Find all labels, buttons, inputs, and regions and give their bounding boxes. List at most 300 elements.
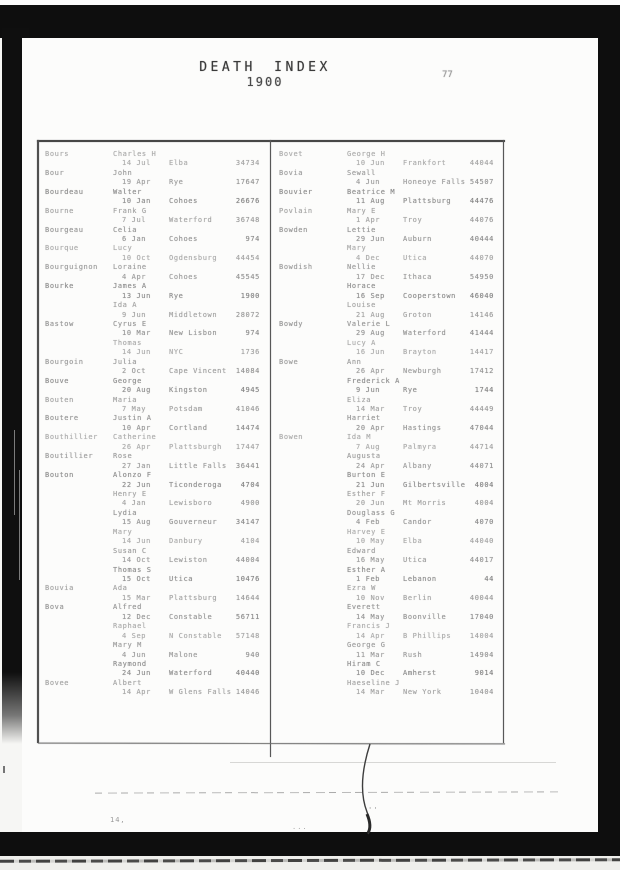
entry-row — [42, 433, 266, 452]
place-cell: Rye — [169, 178, 184, 187]
surname-cell: Bovet — [279, 150, 304, 158]
given-name-cell: Frederick A — [347, 376, 400, 385]
entry-row — [276, 660, 500, 679]
cert-number-cell: 14146 — [469, 310, 494, 319]
place-cell: Middletown — [169, 310, 218, 319]
entry-row — [276, 207, 500, 226]
cert-number-cell: 28072 — [235, 310, 260, 319]
given-name-cell: Rose — [113, 452, 133, 461]
given-name-cell: Horace — [347, 282, 376, 291]
death-date-cell: 10 Jun — [356, 159, 385, 168]
page-number: 77 — [442, 70, 453, 80]
entry-row — [276, 471, 500, 490]
place-cell: NYC — [169, 348, 184, 357]
given-name-cell: Lydia — [113, 508, 138, 517]
death-date-cell: 26 Apr — [122, 442, 151, 451]
surname-cell: Bowden — [279, 225, 308, 234]
cert-number-cell: 9014 — [474, 669, 494, 678]
given-name-cell: Lucy — [113, 244, 133, 253]
cert-number-cell: 10404 — [469, 688, 494, 697]
entry-row — [276, 358, 500, 377]
death-date-cell: 21 Aug — [356, 310, 385, 319]
place-cell: Plattsburgh — [169, 442, 222, 451]
given-name-cell: Augusta — [347, 452, 381, 461]
death-date-cell: 6 Jan — [122, 234, 147, 243]
cert-number-cell: 54950 — [469, 272, 494, 281]
cert-number-cell: 940 — [245, 650, 260, 659]
surname-cell: Bowdish — [279, 263, 313, 272]
entry-row — [276, 396, 500, 415]
death-date-cell: 20 Apr — [356, 423, 385, 432]
given-name-cell: Ezra W — [347, 584, 376, 593]
entry-row — [42, 188, 266, 207]
death-date-cell: 15 Mar — [122, 593, 151, 602]
death-date-cell: 10 Jan — [122, 197, 151, 206]
given-name-cell: Mary — [347, 244, 367, 253]
place-cell: Cooperstown — [403, 291, 456, 300]
death-date-cell: 24 Apr — [356, 461, 385, 470]
place-cell: Cohoes — [169, 272, 198, 281]
given-name-cell: Nellie — [347, 263, 376, 272]
death-date-cell: 14 Mar — [356, 688, 385, 697]
death-date-cell: 4 Jan — [122, 499, 147, 508]
surname-cell: Bourguignon — [45, 263, 98, 272]
entry-row — [276, 641, 500, 660]
place-cell: Lewisboro — [169, 499, 213, 508]
death-date-cell: 21 Jun — [356, 480, 385, 489]
death-date-cell: 14 Oct — [122, 556, 151, 565]
entry-row — [42, 641, 266, 660]
entry-row — [276, 584, 500, 603]
place-cell: New York — [403, 688, 442, 697]
scratch-line — [230, 762, 556, 763]
death-date-cell: 14 Jun — [122, 348, 151, 357]
cert-number-cell: 44071 — [469, 461, 494, 470]
entry-row — [42, 414, 266, 433]
surname-cell: Bouton — [45, 471, 74, 480]
given-name-cell: George G — [347, 641, 386, 650]
death-date-cell: 16 Sep — [356, 291, 385, 300]
surname-cell: Bova — [45, 603, 65, 612]
place-cell: Plattsburg — [169, 593, 218, 602]
given-name-cell: Susan C — [113, 546, 147, 555]
place-cell: W Glens Falls — [169, 688, 232, 697]
entry-row — [42, 584, 266, 603]
place-cell: Albany — [403, 461, 432, 470]
entry-row — [42, 207, 266, 226]
place-cell: Cohoes — [169, 234, 198, 243]
place-cell: Waterford — [403, 329, 447, 338]
stray-mark: '' — [368, 806, 379, 814]
death-date-cell: 14 Apr — [356, 631, 385, 640]
given-name-cell: Everett — [347, 603, 381, 612]
given-name-cell: Alonzo F — [113, 471, 152, 480]
entry-row — [42, 226, 266, 245]
entry-row — [276, 320, 500, 339]
given-name-cell: Albert — [113, 678, 142, 687]
entry-row — [42, 622, 266, 641]
cert-number-cell: 36748 — [235, 216, 260, 225]
place-cell: Ticonderoga — [169, 480, 222, 489]
surname-cell: Bourdeau — [45, 187, 84, 196]
death-date-cell: 10 Dec — [356, 669, 385, 678]
given-name-cell: Julia — [113, 357, 138, 366]
cert-number-cell: 14904 — [469, 650, 494, 659]
given-name-cell: Frank G — [113, 206, 147, 215]
surname-cell: Bouten — [45, 395, 74, 404]
given-name-cell: Loraine — [113, 263, 147, 272]
death-date-cell: 9 Jun — [356, 386, 381, 395]
entry-row — [42, 320, 266, 339]
given-name-cell: Douglass G — [347, 508, 396, 517]
death-date-cell: 16 May — [356, 556, 385, 565]
place-cell: Cohoes — [169, 197, 198, 206]
entry-row — [276, 509, 500, 528]
death-date-cell: 9 Jun — [122, 310, 147, 319]
place-cell: Troy — [403, 404, 423, 413]
given-name-cell: Esther F — [347, 490, 386, 499]
place-cell: Rye — [403, 386, 418, 395]
surname-cell: Bowdy — [279, 320, 304, 329]
cert-number-cell: 44476 — [469, 197, 494, 206]
place-cell: Waterford — [169, 669, 213, 678]
place-cell: Rush — [403, 650, 423, 659]
cert-number-cell: 4004 — [474, 499, 494, 508]
cert-number-cell: 44044 — [469, 159, 494, 168]
death-date-cell: 14 Apr — [122, 688, 151, 697]
surname-cell: Povlain — [279, 206, 313, 215]
death-date-cell: 29 Aug — [356, 329, 385, 338]
film-band-right — [598, 5, 620, 856]
given-name-cell: George — [113, 376, 142, 385]
cert-number-cell: 14417 — [469, 348, 494, 357]
death-date-cell: 10 Oct — [122, 253, 151, 262]
given-name-cell: Henry E — [113, 490, 147, 499]
cert-number-cell: 14644 — [235, 593, 260, 602]
given-name-cell: Walter — [113, 187, 142, 196]
entry-row — [42, 301, 266, 320]
page-title: DEATH INDEX — [199, 60, 331, 75]
death-date-cell: 14 Jul — [122, 159, 151, 168]
entry-row — [276, 282, 500, 301]
surname-cell: Bouvia — [45, 584, 74, 593]
place-cell: Utica — [169, 574, 194, 583]
given-name-cell: Mary E — [347, 206, 376, 215]
film-band-bottom — [0, 832, 620, 856]
cert-number-cell: 14084 — [235, 367, 260, 376]
given-name-cell: Valerie L — [347, 320, 391, 329]
place-cell: Malone — [169, 650, 198, 659]
place-cell: N Constable — [169, 631, 222, 640]
entry-row — [276, 226, 500, 245]
death-date-cell: 14 May — [356, 612, 385, 621]
cert-number-cell: 4070 — [474, 518, 494, 527]
place-cell: Ogdensburg — [169, 253, 218, 262]
death-date-cell: 10 Apr — [122, 423, 151, 432]
cert-number-cell: 45545 — [235, 272, 260, 281]
cert-number-cell: 47044 — [469, 423, 494, 432]
cert-number-cell: 14474 — [235, 423, 260, 432]
surname-cell: Bovee — [45, 678, 70, 687]
place-cell: Waterford — [169, 216, 213, 225]
death-date-cell: 2 Oct — [122, 367, 147, 376]
entry-row — [276, 263, 500, 282]
page-tear-mark — [350, 742, 378, 838]
place-cell: Utica — [403, 556, 428, 565]
death-date-cell: 15 Aug — [122, 518, 151, 527]
entry-row — [276, 150, 500, 169]
cert-number-cell: 44076 — [469, 216, 494, 225]
death-date-cell: 29 Jun — [356, 234, 385, 243]
given-name-cell: Alfred — [113, 603, 142, 612]
place-cell: Mt Morris — [403, 499, 447, 508]
entry-row — [42, 471, 266, 490]
death-date-cell: 4 Jun — [356, 178, 381, 187]
death-date-cell: 11 Aug — [356, 197, 385, 206]
surname-cell: Bourne — [45, 206, 74, 215]
cert-number-cell: 44017 — [469, 556, 494, 565]
entry-row — [42, 547, 266, 566]
death-date-cell: 20 Aug — [122, 386, 151, 395]
cert-number-cell: 14046 — [235, 688, 260, 697]
death-date-cell: 17 Dec — [356, 272, 385, 281]
given-name-cell: Esther A — [347, 565, 386, 574]
given-name-cell: Harvey E — [347, 527, 386, 536]
place-cell: Groton — [403, 310, 432, 319]
place-cell: Little Falls — [169, 461, 227, 470]
entry-row — [276, 169, 500, 188]
cert-number-cell: 40440 — [235, 669, 260, 678]
entry-row — [42, 339, 266, 358]
death-date-cell: 15 Oct — [122, 574, 151, 583]
entry-row — [42, 358, 266, 377]
entry-row — [42, 452, 266, 471]
death-date-cell: 1 Feb — [356, 574, 381, 583]
death-date-cell: 13 Jun — [122, 291, 151, 300]
death-date-cell: 10 Nov — [356, 593, 385, 602]
stray-mark — [3, 766, 5, 773]
cert-number-cell: 4704 — [240, 480, 260, 489]
table-border-top — [37, 140, 505, 142]
death-date-cell: 22 Jun — [122, 480, 151, 489]
cert-number-cell: 44449 — [469, 404, 494, 413]
cert-number-cell: 34147 — [235, 518, 260, 527]
given-name-cell: Ida M — [347, 433, 372, 442]
cert-number-cell: 44454 — [235, 253, 260, 262]
given-name-cell: Eliza — [347, 395, 372, 404]
death-date-cell: 27 Jan — [122, 461, 151, 470]
given-name-cell: Thomas — [113, 338, 142, 347]
death-date-cell: 7 Aug — [356, 442, 381, 451]
surname-cell: Bastow — [45, 320, 74, 329]
place-cell: Auburn — [403, 234, 432, 243]
death-date-cell: 16 Jun — [356, 348, 385, 357]
surname-cell: Bourgoin — [45, 357, 84, 366]
entry-row — [42, 396, 266, 415]
cert-number-cell: 4900 — [240, 499, 260, 508]
surname-cell: Boutillier — [45, 452, 94, 461]
index-column-left — [42, 150, 266, 698]
given-name-cell: Ida A — [113, 301, 138, 310]
given-name-cell: Haeseline J — [347, 678, 400, 687]
entry-row — [42, 263, 266, 282]
entry-row — [42, 679, 266, 698]
place-cell: Gilbertsville — [403, 480, 466, 489]
given-name-cell: Edward — [347, 546, 376, 555]
surname-cell: Bourke — [45, 282, 74, 291]
death-date-cell: 11 Mar — [356, 650, 385, 659]
given-name-cell: George H — [347, 150, 386, 158]
entry-row — [276, 452, 500, 471]
death-date-cell: 7 Jul — [122, 216, 147, 225]
cert-number-cell: 974 — [245, 234, 260, 243]
page-year: 1900 — [246, 75, 284, 89]
entry-row — [42, 377, 266, 396]
entry-row — [42, 169, 266, 188]
place-cell: Potsdam — [169, 404, 203, 413]
cert-number-cell: 40044 — [469, 593, 494, 602]
place-cell: Gouverneur — [169, 518, 218, 527]
entry-row — [276, 188, 500, 207]
death-date-cell: 24 Jun — [122, 669, 151, 678]
place-cell: Elba — [403, 537, 423, 546]
surname-cell: Boutere — [45, 414, 79, 423]
place-cell: Lewiston — [169, 556, 208, 565]
given-name-cell: Lettie — [347, 225, 376, 234]
place-cell: Cape Vincent — [169, 367, 227, 376]
place-cell: Cortland — [169, 423, 208, 432]
death-date-cell: 4 Jun — [122, 650, 147, 659]
entry-row — [42, 150, 266, 169]
death-date-cell: 10 Mar — [122, 329, 151, 338]
cert-number-cell: 34734 — [235, 159, 260, 168]
place-cell: Hastings — [403, 423, 442, 432]
cert-number-cell: 44714 — [469, 442, 494, 451]
surname-cell: Bours — [45, 150, 70, 158]
given-name-cell: Maria — [113, 395, 138, 404]
place-cell: Amherst — [403, 669, 437, 678]
cert-number-cell: 40444 — [469, 234, 494, 243]
surname-cell: Bouthillier — [45, 433, 98, 442]
entry-row — [276, 414, 500, 433]
surname-cell: Bowen — [279, 433, 304, 442]
death-date-cell: 20 Jun — [356, 499, 385, 508]
place-cell: Plattsburg — [403, 197, 452, 206]
place-cell: New Lisbon — [169, 329, 218, 338]
given-name-cell: Justin A — [113, 414, 152, 423]
film-scratch — [14, 430, 15, 515]
given-name-cell: Beatrice M — [347, 187, 396, 196]
death-date-cell: 1 Apr — [356, 216, 381, 225]
cert-number-cell: 974 — [245, 329, 260, 338]
given-name-cell: Celia — [113, 225, 138, 234]
stray-mark: ... — [292, 823, 308, 831]
given-name-cell: Ada — [113, 584, 128, 593]
cert-number-cell: 4104 — [240, 537, 260, 546]
entry-row — [42, 528, 266, 547]
film-band-top — [0, 5, 620, 38]
entry-row — [276, 528, 500, 547]
entry-row — [276, 433, 500, 452]
surname-cell: Bowe — [279, 357, 299, 366]
cert-number-cell: 1736 — [240, 348, 260, 357]
given-name-cell: Louise — [347, 301, 376, 310]
cert-number-cell: 17040 — [469, 612, 494, 621]
death-date-cell: 4 Feb — [356, 518, 381, 527]
index-column-right — [276, 150, 500, 698]
entry-row — [276, 377, 500, 396]
place-cell: Kingston — [169, 386, 208, 395]
cert-number-cell: 26676 — [235, 197, 260, 206]
place-cell: Newburgh — [403, 367, 442, 376]
surname-cell: Bourgeau — [45, 225, 84, 234]
entry-row — [276, 603, 500, 622]
surname-cell: Bovia — [279, 168, 304, 177]
cert-number-cell: 41046 — [235, 404, 260, 413]
given-name-cell: Catherine — [113, 433, 157, 442]
cert-number-cell: 36441 — [235, 461, 260, 470]
cert-number-cell: 10476 — [235, 574, 260, 583]
death-date-cell: 14 Mar — [356, 404, 385, 413]
given-name-cell: Mary — [113, 527, 133, 536]
given-name-cell: Sewall — [347, 168, 376, 177]
surname-cell: Bouve — [45, 376, 70, 385]
place-cell: Boonville — [403, 612, 447, 621]
place-cell: Palmyra — [403, 442, 437, 451]
stray-mark: 14, — [110, 816, 126, 824]
cert-number-cell: 56711 — [235, 612, 260, 621]
cert-number-cell: 44004 — [235, 556, 260, 565]
place-cell: Rye — [169, 291, 184, 300]
cert-number-cell: 1744 — [474, 386, 494, 395]
given-name-cell: James A — [113, 282, 147, 291]
surname-cell: Bourque — [45, 244, 79, 253]
cert-number-cell: 57148 — [235, 631, 260, 640]
death-date-cell: 19 Apr — [122, 178, 151, 187]
entry-row — [42, 660, 266, 679]
place-cell: Constable — [169, 612, 213, 621]
given-name-cell: Charles H — [113, 150, 157, 158]
given-name-cell: Harriet — [347, 414, 381, 423]
given-name-cell: Cyrus E — [113, 320, 147, 329]
entry-row — [276, 301, 500, 320]
entry-row — [42, 566, 266, 585]
table-border-right — [503, 140, 504, 743]
given-name-cell: Thomas S — [113, 565, 152, 574]
cert-number-cell: 44 — [484, 574, 494, 583]
entry-row — [42, 244, 266, 263]
entry-row — [276, 622, 500, 641]
death-date-cell: 7 May — [122, 404, 147, 413]
death-date-cell: 14 Jun — [122, 537, 151, 546]
entry-row — [276, 244, 500, 263]
given-name-cell: Raphael — [113, 622, 147, 631]
place-cell: Candor — [403, 518, 432, 527]
place-cell: Troy — [403, 216, 423, 225]
cert-number-cell: 46040 — [469, 291, 494, 300]
surname-cell: Bour — [45, 168, 65, 177]
film-scratch — [19, 470, 20, 580]
place-cell: Elba — [169, 159, 189, 168]
given-name-cell: Lucy A — [347, 338, 376, 347]
death-date-cell: 10 May — [356, 537, 385, 546]
entry-row — [276, 679, 500, 698]
death-date-cell: 4 Sep — [122, 631, 147, 640]
given-name-cell: Hiram C — [347, 660, 381, 669]
place-cell: Frankfort — [403, 159, 447, 168]
given-name-cell: John — [113, 168, 133, 177]
entry-row — [42, 490, 266, 509]
